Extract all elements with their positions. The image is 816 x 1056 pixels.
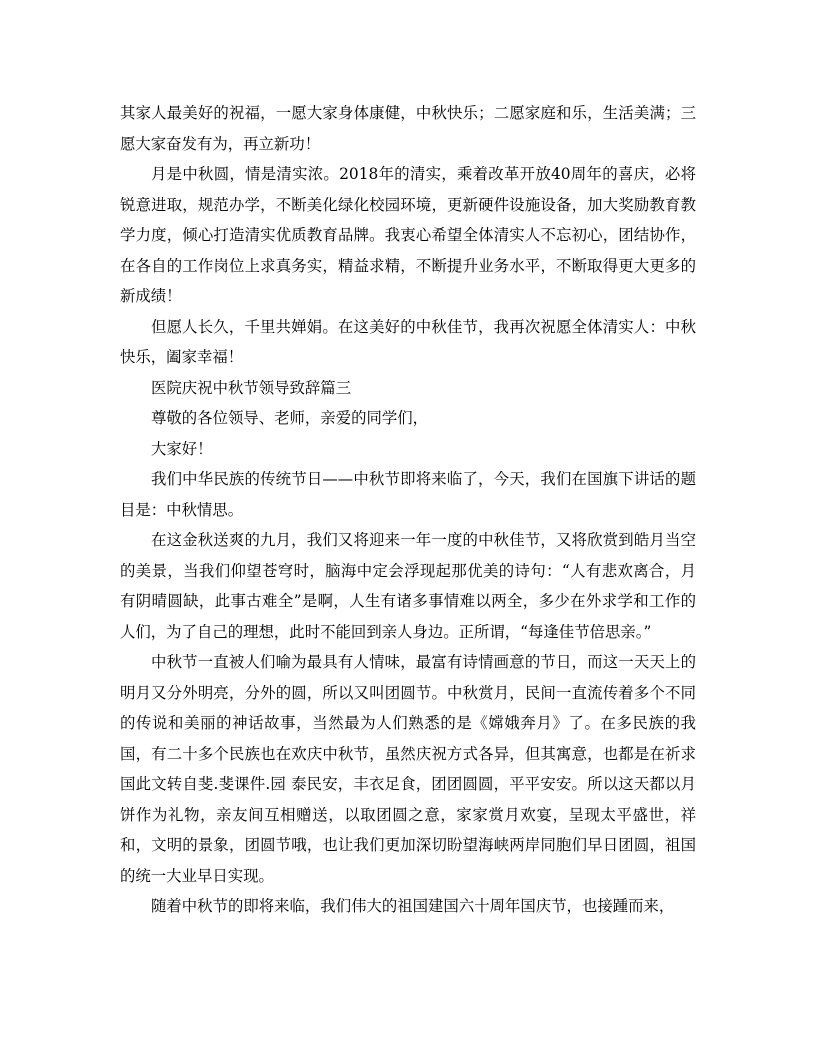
paragraph-7: 我们中华民族的传统节日——中秋节即将来临了，今天，我们在国旗下讲话的题目是：中秋情思。 bbox=[120, 470, 696, 519]
paragraph-1: 其家人最美好的祝福，一愿大家身体康健，中秋快乐；二愿家庭和乐，生活美满；三愿大家奋发有为，再立新功！ bbox=[120, 104, 696, 153]
greeting: 大家好！ bbox=[151, 439, 213, 458]
paragraph-8: 在这金秋送爽的九月，我们又将迎来一年一度的中秋佳节，又将欣赏到皓月当空的美景，当我们仰望苍穹时，脑海中定会浮现起那优美的诗句：“人有悲欢离合，月有阴晴圆缺，此事古难全”是啊，人生有诸多事情难以两全，多少在外求学和工作的人们，为了自己的理想，此时不能回到亲人身边。正所谓，“每逢佳节倍思亲。” bbox=[120, 531, 696, 641]
document-page bbox=[120, 98, 696, 922]
paragraph-9: 中秋节一直被人们喻为最具有人情味，最富有诗情画意的节日，而这一天天上的明月又分外明亮，分外的圆，所以又叫团圆节。中秋赏月，民间一直流传着多个不同的传说和美丽的神话故事，当然最为人们熟悉的是《嫦娥奔月》了。在多民族的我国，有二十多个民族也在欢庆中秋节，虽然庆祝方式各异，但其寓意，也都是在祈求国此文转自斐.斐课件.园 泰民安，丰衣足食，团团圆圆，平平安安。所以这天都以月饼作为礼物，亲友间互相赠送，以取团圆之意，家家赏月欢宴，呈现太平盛世，祥和，文明的景象，团圆节哦，也让我们更加深切盼望海峡两岸同胞们早日团圆，祖国的统一大业早日实现。 bbox=[120, 653, 696, 885]
salutation: 尊敬的各位领导、老师，亲爱的同学们， bbox=[151, 409, 429, 427]
section-heading: 医院庆祝中秋节领导致辞篇三 bbox=[151, 378, 352, 397]
paragraph-10: 随着中秋节的即将来临，我们伟大的祖国建国六十周年国庆节，也接踵而来， bbox=[151, 897, 675, 915]
paragraph-3: 但愿人长久，千里共婵娟。在这美好的中秋佳节，我再次祝愿全体清实人：中秋快乐，阖家幸福！ bbox=[120, 317, 696, 366]
paragraph-2: 月是中秋圆，情是清实浓。2018年的清实，乘着改革开放40周年的喜庆，必将锐意进取，规范办学，不断美化绿化校园环境，更新硬件设施设备，加大奖励教育教学力度，倾心打造清实优质教育品牌。我衷心希望全体清实人不忘初心，团结协作，在各自的工作岗位上求真务实，精益求精，不断提升业务水平，不断取得更大更多的新成绩！ bbox=[120, 165, 696, 305]
